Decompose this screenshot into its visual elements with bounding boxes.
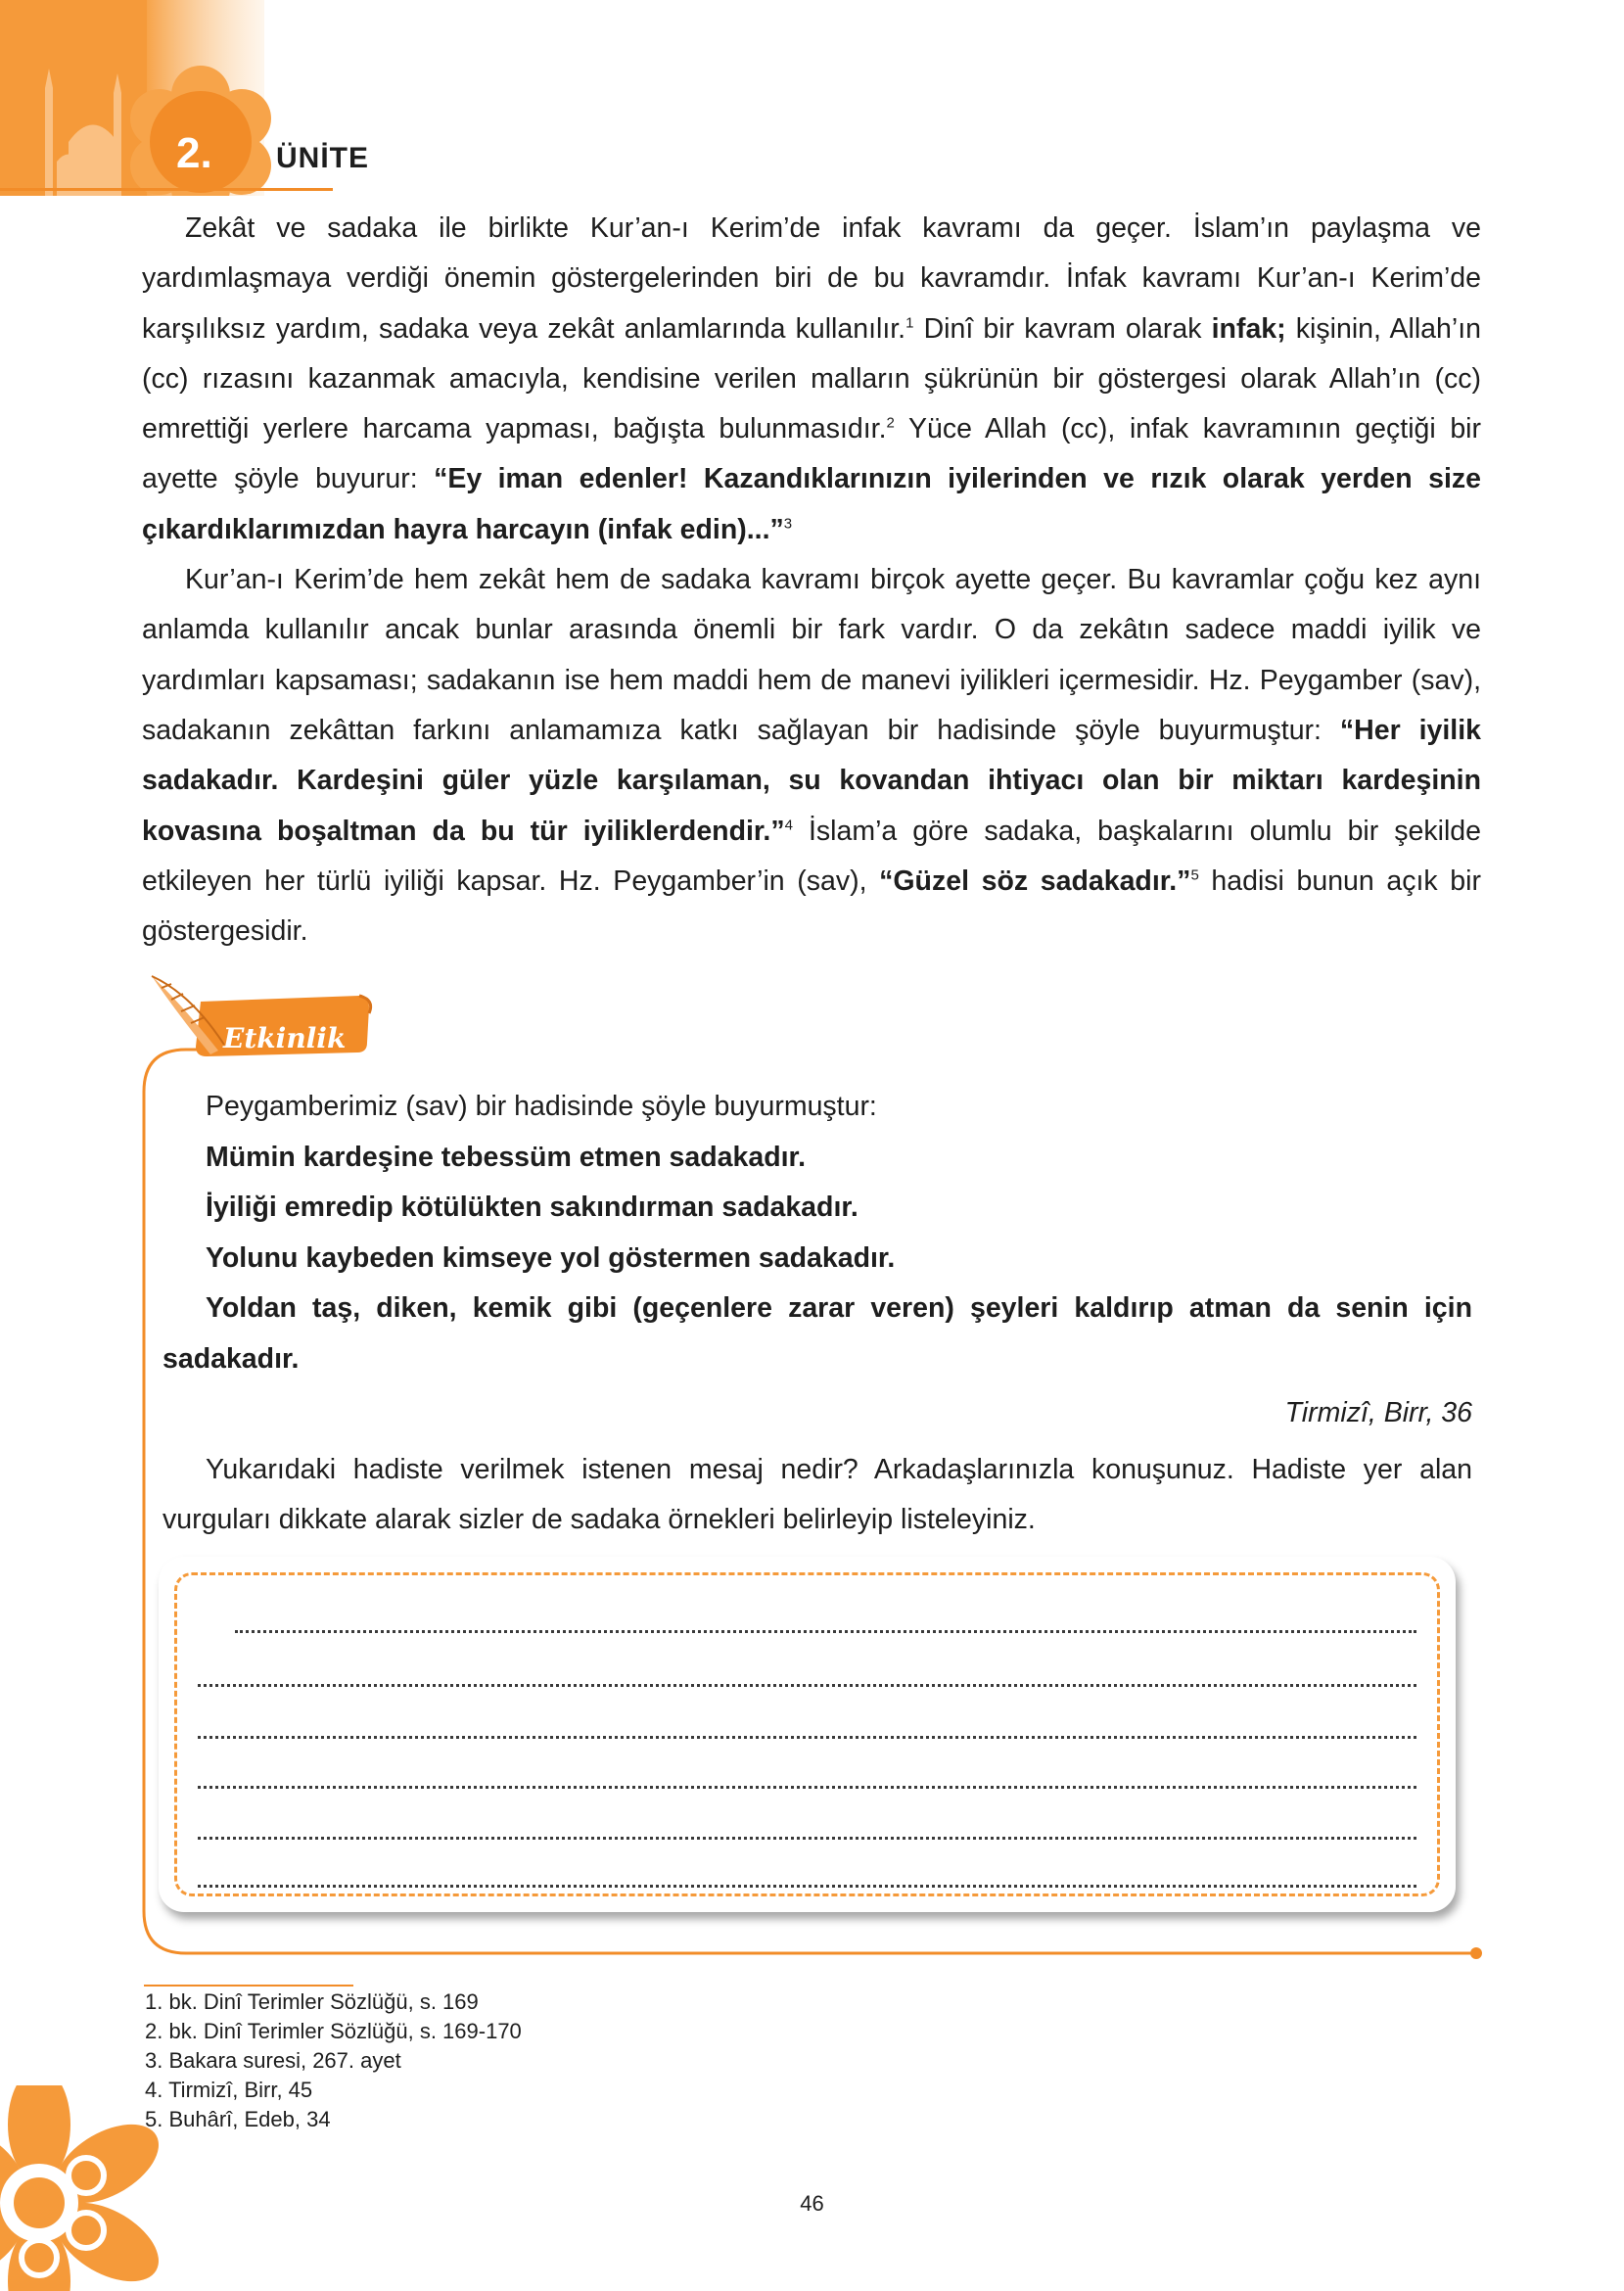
answer-line[interactable]: [235, 1630, 1416, 1633]
paragraph-sadaka: [142, 555, 1481, 957]
footnote-divider: [144, 1985, 353, 1987]
answer-box-border: [174, 1572, 1440, 1896]
hadith-source: Tirmizî, Birr, 36: [1284, 1397, 1472, 1428]
footnote-item: 2. bk. Dinî Terimler Sözlüğü, s. 169-170: [145, 2019, 522, 2043]
hadith-line: Yoldan taş, diken, kemik gibi (geçenlere zarar veren) şeyleri kaldırıp atman da senin için sadakadır.: [162, 1292, 1472, 1375]
unit-label: ÜNİTE: [276, 142, 369, 174]
hadith-line: Mümin kardeşine tebessüm etmen sadakadır.: [206, 1141, 806, 1173]
main-text: [142, 204, 1481, 957]
footnote-ref: 1: [905, 314, 914, 332]
paragraph-infak: [142, 204, 1481, 555]
term-infak: infak;: [1211, 312, 1286, 345]
text-span: İslam’a göre sadaka, başkalarını olumlu bir şekilde etkileyen her türlü iyiliği kapsar. Hz. Peygamber’in (sav),: [142, 815, 1481, 897]
page-number: 46: [800, 2191, 824, 2216]
footnote-list: [145, 1987, 522, 2134]
flower-ornament-icon: [0, 2085, 176, 2291]
activity-intro: Peygamberimiz (sav) bir hadisinde şöyle buyurmuştur:: [206, 1091, 877, 1122]
footnote-item: 1. bk. Dinî Terimler Sözlüğü, s. 169: [145, 1989, 479, 2014]
footnote-ref: 2: [886, 414, 895, 432]
hadith-quote-short: “Güzel söz sadakadır.”: [879, 865, 1191, 897]
hadith-line: İyiliği emredip kötülükten sakındırman sadakadır.: [206, 1192, 858, 1223]
footnote-item: 4. Tirmizî, Birr, 45: [145, 2078, 313, 2102]
answer-box[interactable]: [159, 1557, 1456, 1912]
ayet-quote: “Ey iman edenler! Kazandıklarınızın iyilerinden ve rızık olarak yerden size çıkardıklarımızdan hayra harcayın (infak edin)...”: [142, 463, 1481, 545]
footnote-ref: 5: [1190, 866, 1199, 884]
text-span: Yüce Allah (cc), infak kavramının geçtiği bir ayette şöyle buyurur:: [142, 413, 1481, 495]
text-span: kişinin, Allah’ın (cc) rızasını kazanmak amacıyla, kendisine verilen malların şükrünün bir göstergesi olarak Allah’ın (cc) emrettiği yerlere harcama yapması, bağışta bulunmasıdır.: [142, 312, 1481, 445]
answer-line[interactable]: [198, 1736, 1416, 1739]
footnote-item: 3. Bakara suresi, 267. ayet: [145, 2048, 401, 2073]
footnote-ref: 4: [784, 817, 793, 834]
text-span: hadisi bunun açık bir göstergesidir.: [142, 865, 1481, 948]
answer-line[interactable]: [198, 1885, 1416, 1888]
text-span: Zekât ve sadaka ile birlikte Kur’an-ı Kerim’de infak kavramı da geçer. İslam’ın paylaşma ve yardımlaşmaya verdiği önemin göstergelerinden biri de bu kavramdır. İnfak kavramı Kur’an-ı Kerim’de karşılıksız yardım, sadaka veya zekât anlamlarında kullanılır.: [142, 212, 1481, 345]
text-span: Kur’an-ı Kerim’de hem zekât hem de sadaka kavramı birçok ayette geçer. Bu kavramlar çoğu kez aynı anlamda kullanılır ancak bunlar arasında önemli bir fark vardır. O da zekâtın sadece maddi iyilik ve yardımları kapsaması; sadakanın ise hem maddi hem de manevi iyilikleri içermesidir. Hz. Peygamber (sav), sadakanın zekâttan farkını anlamamıza katkı sağlayan bir hadisinde şöyle buyurmuştur:: [142, 564, 1481, 746]
answer-line[interactable]: [198, 1684, 1416, 1687]
unit-number: 2.: [176, 129, 212, 177]
answer-line[interactable]: [198, 1786, 1416, 1789]
hadith-quote: “Her iyilik sadakadır. Kardeşini güler yüzle karşılaman, su kovandan ihtiyacı olan bir miktarı kardeşinin kovasına boşaltman da bu tür iyiliklerdendir.”: [142, 714, 1481, 847]
activity-title: Etkinlik: [223, 1022, 347, 1054]
activity-question: Yukarıdaki hadiste verilmek istenen mesaj nedir? Arkadaşlarınızla konuşunuz. Hadiste yer alan vurguları dikkate alarak sizler de sadaka örnekleri belirleyip listeleyiniz.: [162, 1453, 1472, 1535]
activity-content: [162, 1082, 1472, 1546]
hadith-line: Yolunu kaybeden kimseye yol göstermen sadakadır.: [206, 1241, 896, 1274]
answer-line[interactable]: [198, 1837, 1416, 1840]
footnote-ref: 3: [783, 515, 793, 533]
text-span: Dinî bir kavram olarak: [913, 312, 1212, 345]
footnote-item: 5. Buhârî, Edeb, 34: [145, 2107, 331, 2131]
